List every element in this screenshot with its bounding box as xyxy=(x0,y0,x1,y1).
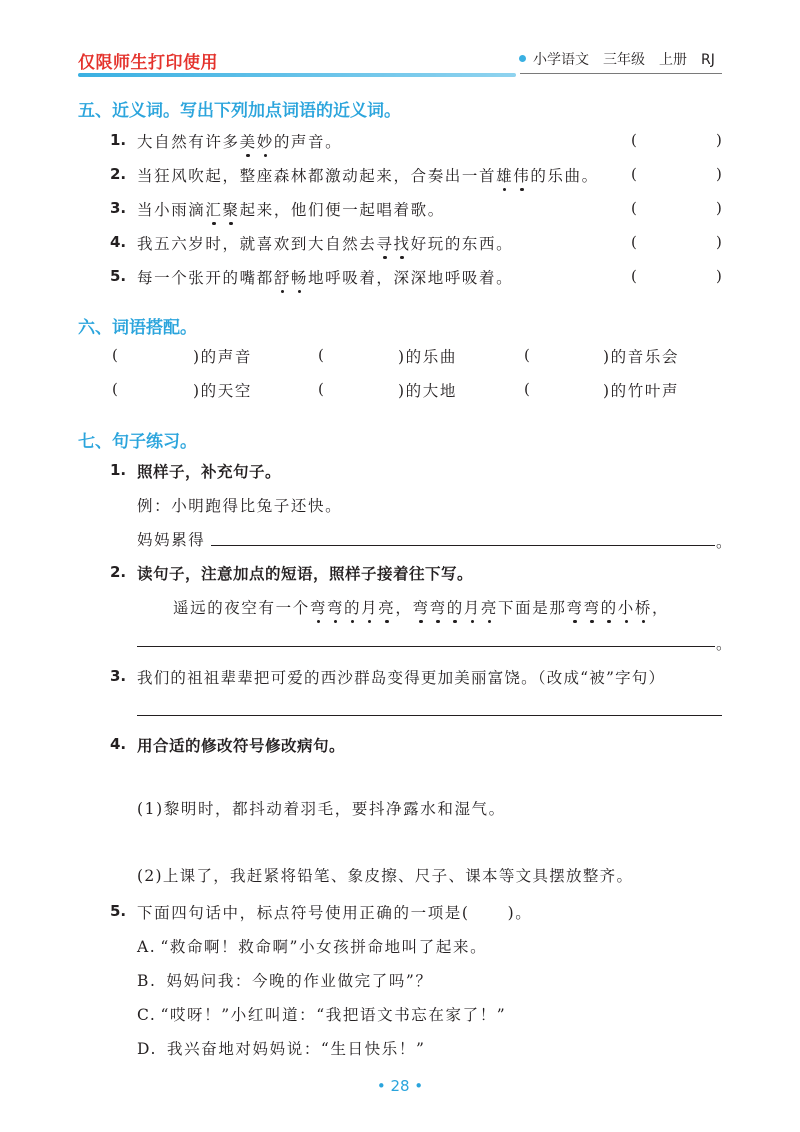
option-c: C. “哎呀！”小红叫道：“我把语文书忘在家了！” xyxy=(137,1006,507,1024)
answer-paren-open: ( xyxy=(631,267,637,285)
collocation-6: )的竹叶声 xyxy=(603,382,680,400)
answer-paren-close: ) xyxy=(716,199,722,217)
answer-paren-close: ) xyxy=(716,165,722,183)
question-1-example: 例：小明跑得比兔子还快。 xyxy=(137,497,343,515)
header-divider xyxy=(520,73,722,74)
section-7-title: 七、句子练习。 xyxy=(78,432,197,452)
synonym-item-1: 大自然有许多美妙的声音。 xyxy=(137,133,343,151)
collocation-1: )的声音 xyxy=(193,348,252,366)
question-number: 5. xyxy=(110,902,127,920)
question-number: 2. xyxy=(110,563,127,581)
item-number: 5. xyxy=(110,267,127,285)
blank-paren-open: ( xyxy=(524,346,530,364)
question-1-prompt: 照样子，补充句子。 xyxy=(137,463,282,481)
answer-paren-open: ( xyxy=(631,233,637,251)
answer-paren-open: ( xyxy=(631,165,637,183)
header-dot-icon xyxy=(519,55,526,62)
question-1-stem: 妈妈累得 xyxy=(137,531,206,549)
option-a: A. “救命啊！救命啊”小女孩拼命地叫了起来。 xyxy=(137,938,488,956)
item-number: 1. xyxy=(110,131,127,149)
item-number: 3. xyxy=(110,199,127,217)
answer-line xyxy=(137,715,722,716)
answer-paren-close: ) xyxy=(716,233,722,251)
question-number: 1. xyxy=(110,461,127,479)
option-b: B. 妈妈问我：今晚的作业做完了吗”？ xyxy=(137,972,433,990)
synonym-item-5: 每一个张开的嘴都舒畅地呼吸着，深深地呼吸着。 xyxy=(137,269,514,287)
header-accent-bar xyxy=(78,73,516,77)
answer-line xyxy=(137,646,715,647)
question-5-prompt: 下面四句话中，标点符号使用正确的一项是( )。 xyxy=(137,904,533,922)
question-3-text: 我们的祖祖辈辈把可爱的西沙群岛变得更加美丽富饶。（改成“被”字句） xyxy=(137,669,666,687)
blank-paren-open: ( xyxy=(112,380,118,398)
faulty-sentence-2: (2)上课了，我赶紧将铅笔、象皮擦、尺子、课本等文具摆放整齐。 xyxy=(137,867,634,885)
question-4-prompt: 用合适的修改符号修改病句。 xyxy=(137,737,346,755)
item-number: 2. xyxy=(110,165,127,183)
answer-paren-close: ) xyxy=(716,131,722,149)
answer-paren-open: ( xyxy=(631,199,637,217)
question-2-sentence: 遥远的夜空有一个弯弯的月亮，弯弯的月亮下面是那弯弯的小桥， xyxy=(173,599,670,617)
section-6-title: 六、词语搭配。 xyxy=(78,318,197,338)
synonym-item-2: 当狂风吹起，整座森林都激动起来，合奏出一首雄伟的乐曲。 xyxy=(137,167,599,185)
option-d: D. 我兴奋地对妈妈说：“生日快乐！” xyxy=(137,1040,426,1058)
sentence-end: 。 xyxy=(716,635,734,653)
page-number: • 28 • xyxy=(376,1077,424,1095)
item-number: 4. xyxy=(110,233,127,251)
answer-paren-open: ( xyxy=(631,131,637,149)
synonym-item-4: 我五六岁时，就喜欢到大自然去寻找好玩的东西。 xyxy=(137,235,514,253)
question-number: 3. xyxy=(110,667,127,685)
section-5-title: 五、近义词。写出下列加点词语的近义词。 xyxy=(78,101,401,121)
blank-paren-open: ( xyxy=(318,346,324,364)
subject-label: 小学语文 xyxy=(533,52,589,68)
collocation-3: )的音乐会 xyxy=(603,348,680,366)
collocation-5: )的大地 xyxy=(398,382,457,400)
volume-label: 上册 xyxy=(659,52,687,68)
answer-line xyxy=(211,545,715,546)
blank-paren-open: ( xyxy=(112,346,118,364)
sentence-end: 。 xyxy=(716,533,734,551)
faulty-sentence-1: (1)黎明时，都抖动着羽毛，要抖净露水和湿气。 xyxy=(137,800,506,818)
print-notice: 仅限师生打印使用 xyxy=(78,53,218,73)
header-info xyxy=(533,49,715,69)
blank-paren-open: ( xyxy=(524,380,530,398)
answer-paren-close: ) xyxy=(716,267,722,285)
edition-label: RJ xyxy=(701,52,715,68)
question-number: 4. xyxy=(110,735,127,753)
blank-paren-open: ( xyxy=(318,380,324,398)
question-2-prompt: 读句子，注意加点的短语，照样子接着往下写。 xyxy=(137,565,474,583)
collocation-2: )的乐曲 xyxy=(398,348,457,366)
collocation-4: )的天空 xyxy=(193,382,252,400)
grade-label: 三年级 xyxy=(603,52,645,68)
synonym-item-3: 当小雨滴汇聚起来，他们便一起唱着歌。 xyxy=(137,201,445,219)
